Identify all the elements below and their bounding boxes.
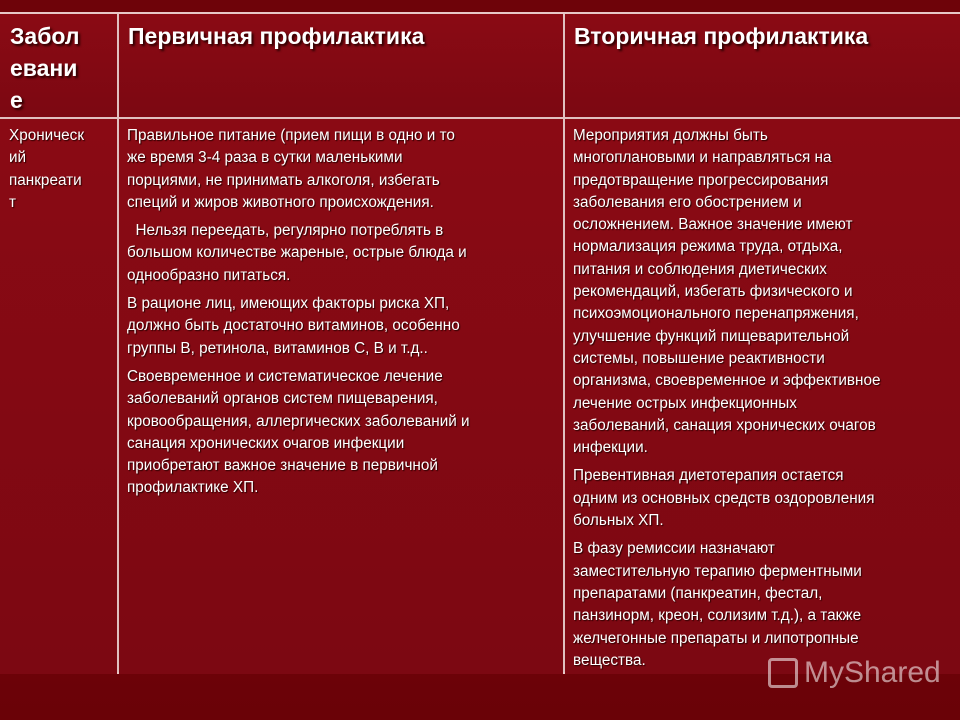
text-line: группы В, ретинола, витаминов С, В и т.д.. xyxy=(127,339,428,357)
prevention-table xyxy=(0,12,960,674)
text-line: предотвращение прогрессирования xyxy=(573,171,829,189)
header-text: Первичная профилактика xyxy=(128,23,425,49)
text-line: многоплановыми и направляться на xyxy=(573,149,832,167)
text-line: заболеваний органов систем пищеварения, xyxy=(127,390,438,408)
text-line: рекомендаций, избегать физического и xyxy=(573,283,853,301)
header-secondary xyxy=(565,14,960,117)
text-line: специй и жиров животного происхождения. xyxy=(127,193,434,211)
text-line: организма, своевременное и эффективное xyxy=(573,372,881,390)
text-line: Хроническ xyxy=(9,127,85,144)
text-line: психоэмоционального перенапряжения, xyxy=(573,305,859,323)
text-line: однообразно питаться. xyxy=(127,266,291,284)
header-text: Вторичная профилактика xyxy=(574,23,869,49)
text-line: порциями, не принимать алкоголя, избегать xyxy=(127,171,440,189)
row-divider xyxy=(0,117,960,119)
text-line: Превентивная диетотерапия остается xyxy=(573,467,844,485)
presentation-board-icon xyxy=(768,658,798,688)
text-line: большом количестве жареные, острые блюда и xyxy=(127,244,467,262)
paragraph xyxy=(573,465,960,532)
paragraph xyxy=(127,125,563,214)
text-line: вещества. xyxy=(573,651,646,669)
text-line: профилактике ХП. xyxy=(127,479,259,497)
text-line: лечение острых инфекционных xyxy=(573,394,797,412)
text-line: Мероприятия должны быть xyxy=(573,127,768,144)
text-line: Своевременное и систематическое лечение xyxy=(127,367,443,385)
text-line: больных ХП. xyxy=(573,512,664,530)
text-line: заболевания его обострением и xyxy=(573,193,802,211)
text-line: заместительную терапию ферментными xyxy=(573,562,862,580)
text-line: Правильное питание (прием пищи в одно и то xyxy=(127,127,455,144)
text-line: заболеваний, санация хронических очагов xyxy=(573,416,876,434)
paragraph xyxy=(573,538,960,672)
cell-primary xyxy=(119,119,563,674)
text-line: В рационе лиц, имеющих факторы риска ХП, xyxy=(127,295,450,313)
header-disease xyxy=(0,14,117,117)
watermark-text: MyShared xyxy=(804,656,941,689)
text-line: инфекции. xyxy=(573,439,648,457)
text-line: Нельзя переедать, регулярно потреблять в xyxy=(127,222,444,240)
cell-disease xyxy=(0,119,117,674)
text-line: желчегонные препараты и липотропные xyxy=(573,629,859,647)
text-line: должно быть достаточно витаминов, особенно xyxy=(127,317,460,335)
text-line: нормализация режима труда, отдыха, xyxy=(573,238,843,256)
column-divider xyxy=(563,14,565,672)
text-line: улучшение функций пищеварительной xyxy=(573,327,850,345)
header-text: евани xyxy=(10,55,78,81)
header-primary xyxy=(119,14,563,117)
column-divider xyxy=(117,14,119,672)
text-line: панкреати xyxy=(9,171,82,189)
paragraph xyxy=(573,125,960,459)
paragraph xyxy=(127,366,563,500)
paragraph xyxy=(127,293,563,360)
text-line: панзинорм, креон, солизим т.д.), а также xyxy=(573,607,862,625)
text-line: В фазу ремиссии назначают xyxy=(573,540,775,558)
text-line: осложнением. Важное значение имеют xyxy=(573,216,853,234)
text-line: приобретают важное значение в первичной xyxy=(127,457,438,475)
paragraph xyxy=(127,220,563,287)
header-text: Забол xyxy=(10,23,80,49)
text-line: санация хронических очагов инфекции xyxy=(127,434,405,452)
text-line: т xyxy=(9,193,17,211)
text-line: кровообращения, аллергических заболеваний и xyxy=(127,412,470,430)
text-line: питания и соблюдения диетических xyxy=(573,260,827,278)
text-line: системы, повышение реактивности xyxy=(573,349,825,367)
text-line: препаратами (панкреатин, фестал, xyxy=(573,584,823,602)
text-line: одним из основных средств оздоровления xyxy=(573,489,875,507)
text-line: же время 3-4 раза в сутки маленькими xyxy=(127,149,403,167)
cell-secondary xyxy=(565,119,960,674)
header-text: е xyxy=(10,87,23,113)
text-line: ий xyxy=(9,149,27,167)
watermark xyxy=(768,656,941,690)
